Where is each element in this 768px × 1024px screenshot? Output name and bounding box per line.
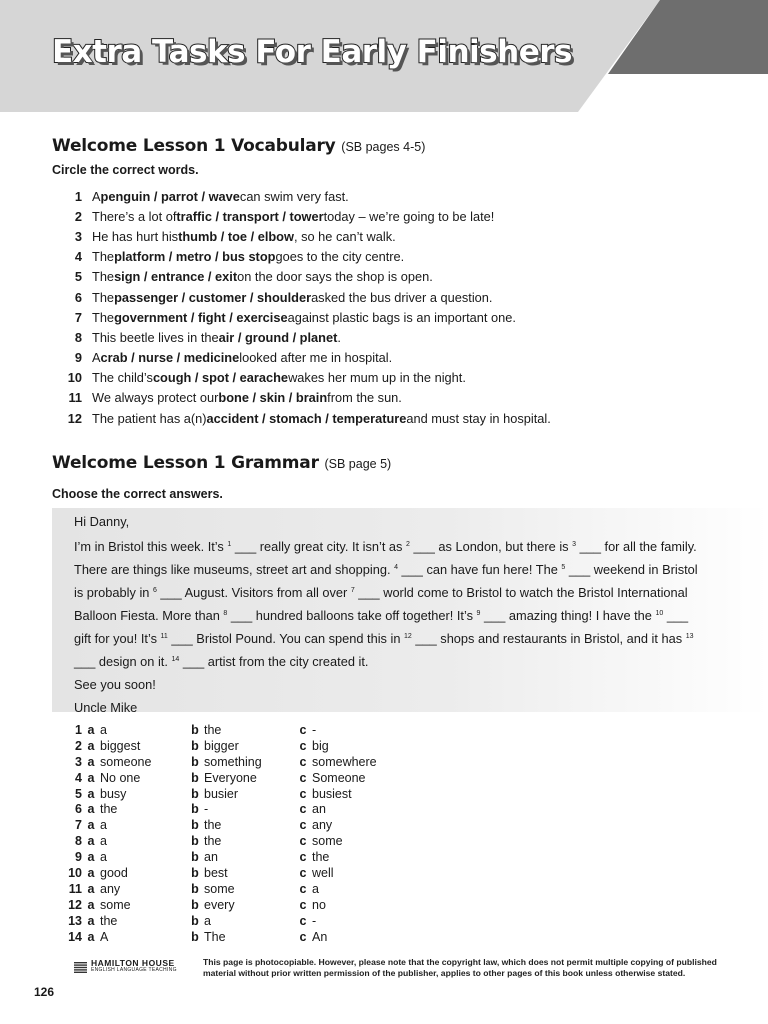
vocabulary-item — [52, 206, 732, 226]
option-letter-c: c — [299, 786, 307, 801]
logo-main-text: HAMILTON HOUSE — [91, 958, 175, 968]
letter-text-segment: ___ can have fun here! The — [398, 562, 562, 577]
answer-row — [60, 786, 398, 802]
item-text-before: He has hurt his — [92, 228, 179, 244]
answer-option-c[interactable]: somewhere — [312, 754, 377, 769]
answer-option-a[interactable]: the — [100, 802, 118, 817]
item-text-before: The — [92, 309, 115, 325]
option-letter-a: a — [87, 929, 95, 944]
answer-option-a[interactable]: biggest — [100, 738, 141, 753]
item-text-after: goes to the city centre. — [275, 249, 405, 265]
option-letter-b: b — [191, 818, 199, 833]
gap-number: 9 — [476, 610, 481, 617]
letter-text-segment: ___ artist from the city created it. — [179, 654, 369, 669]
option-letter-b: b — [191, 738, 199, 753]
letter-text-segment: ___ hundred balloons take off together! It’s — [227, 608, 477, 623]
vocabulary-list — [52, 186, 732, 428]
vocabulary-item — [52, 348, 732, 368]
item-word-options[interactable]: cough / spot / earache — [152, 370, 289, 386]
answer-option-b[interactable]: a — [204, 913, 211, 928]
answer-option-c[interactable]: - — [312, 913, 317, 928]
house-logo-icon — [74, 962, 87, 973]
answer-option-b[interactable]: best — [204, 865, 228, 880]
option-letter-b: b — [191, 802, 199, 817]
answer-option-b[interactable]: the — [204, 818, 222, 833]
letter-text-segment: ___ amazing thing! I have the — [480, 608, 656, 623]
vocabulary-item — [52, 388, 732, 408]
gap-number: 1 — [227, 541, 232, 548]
option-letter-a: a — [87, 865, 95, 880]
letter-text-segment: ___ really great city. It isn’t as — [231, 539, 407, 554]
option-letter-b: b — [191, 929, 199, 944]
option-letter-c: c — [299, 802, 307, 817]
item-number: 8 — [74, 329, 82, 345]
answer-number: 1 — [75, 722, 82, 737]
item-number: 10 — [67, 370, 82, 386]
answer-option-a[interactable]: No one — [100, 770, 141, 785]
option-letter-c: c — [299, 850, 307, 865]
answer-option-b[interactable]: the — [204, 834, 222, 849]
answer-option-b[interactable]: Everyone — [204, 770, 257, 785]
item-text-after: wakes her mum up in the night. — [288, 370, 466, 386]
answer-number: 3 — [75, 754, 82, 769]
gap-number: 13 — [685, 633, 694, 640]
gap-number: 3 — [572, 541, 577, 548]
item-text-before: The — [92, 249, 115, 265]
answer-option-a[interactable]: any — [100, 881, 121, 896]
answer-option-c[interactable]: An — [312, 929, 328, 944]
answer-option-b[interactable]: the — [204, 722, 222, 737]
answer-row — [60, 770, 398, 786]
option-letter-b: b — [191, 834, 199, 849]
publisher-logo — [74, 960, 177, 974]
answer-row — [60, 865, 398, 881]
item-text-before: The child’s — [92, 370, 153, 386]
answer-option-b[interactable]: every — [204, 897, 235, 912]
option-letter-b: b — [191, 770, 199, 785]
answer-number: 12 — [68, 897, 82, 912]
answer-option-b[interactable]: something — [204, 754, 262, 769]
option-letter-a: a — [87, 850, 95, 865]
answer-number: 2 — [75, 738, 82, 753]
vocabulary-item — [52, 186, 732, 206]
answer-row — [60, 833, 398, 849]
letter-greeting: Hi Danny, — [74, 514, 130, 529]
option-letter-a: a — [87, 738, 95, 753]
item-number: 4 — [74, 249, 82, 265]
answer-number: 6 — [75, 802, 82, 817]
answer-row — [60, 801, 398, 817]
item-number: 3 — [74, 228, 82, 244]
option-letter-a: a — [87, 818, 95, 833]
gap-number: 5 — [561, 564, 566, 571]
option-letter-a: a — [87, 754, 95, 769]
gap-number: 2 — [406, 541, 410, 548]
vocabulary-item — [52, 408, 732, 428]
answer-options-grid — [60, 722, 398, 944]
letter-text-segment: ___ shops and restaurants in Bristol, and it has — [411, 631, 686, 646]
option-letter-a: a — [87, 802, 95, 817]
gap-number: 14 — [171, 656, 180, 663]
item-number: 2 — [74, 208, 82, 224]
answer-number: 13 — [68, 913, 82, 928]
option-letter-b: b — [191, 754, 199, 769]
item-text-before: The — [92, 289, 115, 305]
gap-number: 11 — [160, 633, 168, 640]
gap-number: 4 — [394, 564, 398, 571]
option-letter-a: a — [87, 913, 95, 928]
item-text-before: A — [92, 188, 101, 204]
grammar-section-title — [52, 453, 391, 473]
vocabulary-item — [52, 267, 732, 287]
grammar-instruction: Choose the correct answers. — [52, 487, 223, 501]
answer-option-b[interactable]: bigger — [204, 738, 239, 753]
item-number: 7 — [74, 309, 82, 325]
letter-text-segment: ___ gift for you! It’s — [74, 608, 689, 646]
letter — [74, 511, 704, 718]
item-word-options[interactable]: passenger / customer / shoulder — [114, 289, 312, 305]
answer-option-c[interactable]: some — [312, 834, 343, 849]
answer-option-c[interactable]: an — [312, 802, 326, 817]
option-letter-c: c — [299, 770, 307, 785]
item-text-after: . — [337, 329, 341, 345]
option-letter-b: b — [191, 897, 199, 912]
option-letter-c: c — [299, 754, 307, 769]
letter-text-segment: ___ world come to Bristol to watch the Bristol International Balloon Fiesta. More than — [74, 585, 688, 623]
answer-row — [60, 881, 398, 897]
answer-number: 5 — [75, 786, 82, 801]
answer-option-c[interactable]: a — [312, 881, 319, 896]
option-letter-c: c — [299, 722, 307, 737]
option-letter-c: c — [299, 881, 307, 896]
item-number: 6 — [74, 289, 82, 305]
item-text-before: A — [92, 350, 101, 366]
answer-row — [60, 913, 398, 929]
answer-option-c[interactable]: well — [312, 865, 334, 880]
answer-option-c[interactable]: any — [312, 818, 333, 833]
answer-option-a[interactable]: a — [100, 850, 107, 865]
answer-number: 7 — [75, 818, 82, 833]
item-word-options[interactable]: traffic / transport / tower — [176, 208, 324, 224]
answer-row — [60, 817, 398, 833]
option-letter-b: b — [191, 881, 199, 896]
item-text-after: and must stay in hospital. — [406, 410, 551, 426]
option-letter-c: c — [299, 913, 307, 928]
option-letter-c: c — [299, 834, 307, 849]
item-text-after: today – we’re going to be late! — [323, 208, 495, 224]
letter-text-segment: ___ August. Visitors from all over — [156, 585, 351, 600]
answer-number: 4 — [75, 770, 82, 785]
gap-number: 12 — [404, 633, 412, 640]
answer-option-c[interactable]: no — [312, 897, 326, 912]
answer-option-c[interactable]: - — [312, 722, 317, 737]
letter-text-segment: ___ Bristol Pound. You can spend this in — [167, 631, 405, 646]
item-text-before: We always protect our — [92, 390, 219, 406]
option-letter-c: c — [299, 738, 307, 753]
item-number: 12 — [67, 410, 82, 426]
vocabulary-page-ref: (SB pages 4-5) — [341, 140, 426, 154]
letter-closing: See you soon! — [74, 677, 156, 692]
item-word-options[interactable]: sign / entrance / exit — [114, 269, 238, 285]
option-letter-b: b — [191, 913, 199, 928]
answer-option-c[interactable]: busiest — [312, 786, 352, 801]
option-letter-c: c — [299, 897, 307, 912]
answer-number: 11 — [68, 881, 82, 896]
item-text-after: , so he can’t walk. — [293, 228, 396, 244]
item-number: 11 — [68, 390, 82, 406]
vocabulary-instruction: Circle the correct words. — [52, 163, 199, 177]
item-text-before: The patient has a(n) — [92, 410, 207, 426]
item-word-options[interactable]: crab / nurse / medicine — [100, 350, 240, 366]
item-word-options[interactable]: penguin / parrot / wave — [100, 188, 240, 204]
answer-number: 9 — [75, 850, 82, 865]
answer-option-a[interactable]: a — [100, 834, 107, 849]
item-text-after: asked the bus driver a question. — [311, 289, 493, 305]
answer-option-c[interactable]: big — [312, 738, 329, 753]
letter-text-segment: I’m in Bristol this week. It’s — [74, 539, 228, 554]
item-number: 9 — [74, 350, 82, 366]
item-number: 1 — [74, 188, 82, 204]
option-letter-c: c — [299, 929, 307, 944]
item-text-before: This beetle lives in the — [92, 329, 219, 345]
item-text-after: on the door says the shop is open. — [237, 269, 433, 285]
page-title: Extra Tasks For Early Finishers — [52, 34, 572, 70]
item-text-after: against plastic bags is an important one. — [287, 309, 516, 325]
answer-option-a[interactable]: some — [100, 897, 131, 912]
item-word-options[interactable]: bone / skin / brain — [218, 390, 328, 406]
item-word-options[interactable]: platform / metro / bus stop — [114, 249, 276, 265]
item-text-after: can swim very fast. — [239, 188, 349, 204]
answer-option-a[interactable]: the — [100, 913, 118, 928]
letter-text-segment: ___ as London, but there is — [409, 539, 573, 554]
answer-option-a[interactable]: a — [100, 818, 107, 833]
answer-row — [60, 738, 398, 754]
option-letter-b: b — [191, 722, 199, 737]
vocabulary-title-text: Welcome Lesson 1 Vocabulary — [52, 136, 336, 156]
option-letter-a: a — [87, 897, 95, 912]
answer-row — [60, 754, 398, 770]
option-letter-a: a — [87, 786, 95, 801]
letter-body — [74, 534, 704, 672]
gap-number: 7 — [350, 587, 355, 594]
letter-text-segment: ___ design on it. — [74, 654, 172, 669]
option-letter-a: a — [87, 834, 95, 849]
option-letter-b: b — [191, 865, 199, 880]
option-letter-a: a — [87, 770, 95, 785]
answer-option-a[interactable]: A — [100, 929, 109, 944]
answer-row — [60, 929, 398, 945]
option-letter-c: c — [299, 865, 307, 880]
answer-option-b[interactable]: an — [204, 850, 218, 865]
letter-text-segment: ___ for all the family. There are things like museums, street art and shopping. — [74, 539, 697, 577]
page-number: 126 — [34, 985, 55, 999]
answer-number: 8 — [75, 834, 82, 849]
item-text-before: There’s a lot of — [92, 208, 177, 224]
letter-text-segment: ___ weekend in Bristol is probably in — [74, 562, 698, 600]
answer-row — [60, 849, 398, 865]
item-word-options[interactable]: government / fight / exercise — [114, 309, 288, 325]
answer-option-b[interactable]: busier — [204, 786, 239, 801]
option-letter-b: b — [191, 786, 199, 801]
answer-option-a[interactable]: busy — [100, 786, 127, 801]
logo-sub-text: ENGLISH LANGUAGE TEACHING — [91, 967, 177, 973]
option-letter-a: a — [87, 881, 95, 896]
answer-option-a[interactable]: someone — [100, 754, 152, 769]
vocabulary-section-title — [52, 136, 425, 156]
answer-number: 14 — [68, 929, 82, 944]
answer-option-b[interactable]: some — [204, 881, 235, 896]
answer-option-b[interactable]: The — [204, 929, 226, 944]
answer-row — [60, 722, 398, 738]
vocabulary-item — [52, 327, 732, 347]
item-word-options[interactable]: air / ground / planet — [218, 329, 338, 345]
vocabulary-item — [52, 368, 732, 388]
answer-number: 10 — [68, 865, 82, 880]
gap-number: 8 — [223, 610, 228, 617]
item-word-options[interactable]: accident / stomach / temperature — [206, 410, 407, 426]
option-letter-a: a — [87, 722, 95, 737]
grammar-title-text: Welcome Lesson 1 Grammar — [52, 453, 319, 473]
answer-option-b[interactable]: - — [204, 802, 209, 817]
item-text-before: The — [92, 269, 115, 285]
answer-row — [60, 897, 398, 913]
vocabulary-item — [52, 226, 732, 246]
copyright-note: This page is photocopiable. However, please note that the copyright law, which does not permit multiple copying of published material without prior written permission of the publisher, applies to other pages of this book unless otherwise stated. — [203, 957, 717, 978]
item-text-after: looked after me in hospital. — [239, 350, 393, 366]
answer-option-c[interactable]: Someone — [312, 770, 366, 785]
gap-number: 6 — [152, 587, 157, 594]
vocabulary-item — [52, 247, 732, 267]
item-number: 5 — [74, 269, 82, 285]
vocabulary-item — [52, 287, 732, 307]
option-letter-b: b — [191, 850, 199, 865]
letter-signature: Uncle Mike — [74, 700, 138, 715]
answer-option-c[interactable]: the — [312, 850, 330, 865]
answer-option-a[interactable]: good — [100, 865, 128, 880]
vocabulary-item — [52, 307, 732, 327]
item-word-options[interactable]: thumb / toe / elbow — [178, 228, 294, 244]
option-letter-c: c — [299, 818, 307, 833]
gap-number: 10 — [655, 610, 664, 617]
grammar-page-ref: (SB page 5) — [324, 457, 392, 471]
answer-option-a[interactable]: a — [100, 722, 107, 737]
item-text-after: from the sun. — [327, 390, 402, 406]
